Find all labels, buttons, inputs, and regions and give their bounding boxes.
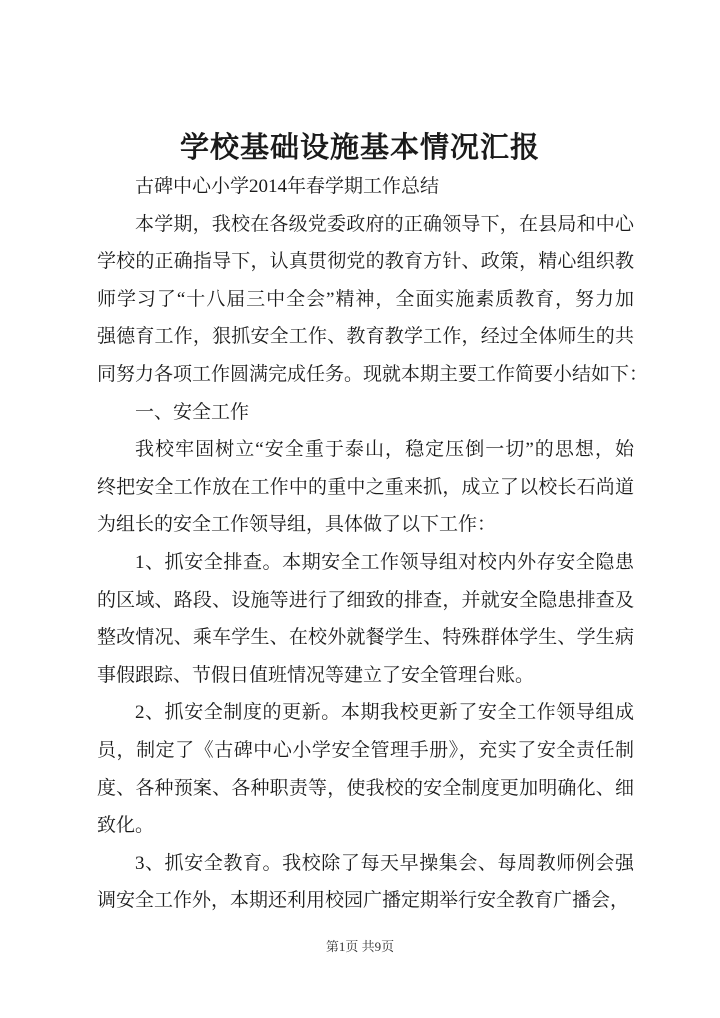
text-line: 师学习了“十八届三中全会”精神，全面实施素质教育，努力加 (97, 288, 634, 310)
text-line: 我校牢固树立“安全重于泰山，稳定压倒一切”的思想，始 (135, 439, 634, 461)
paragraph (97, 206, 649, 394)
text-line: 2、抓安全制度的更新。本期我校更新了安全工作领导组成 (135, 702, 634, 724)
page-footer: 第1页 共9页 (325, 939, 395, 954)
paragraph (97, 394, 634, 432)
text-line: 为组长的安全工作领导组，具体做了以下工作： (97, 514, 497, 536)
document-title: 学校基础设施基本情况汇报 (179, 132, 540, 164)
paragraph (97, 694, 634, 844)
text-line: 员，制定了《古碑中心小学安全管理手册》，充实了安全责任制 (97, 739, 634, 761)
text-line: 整改情况、乘车学生、在校外就餐学生、特殊群体学生、学生病 (97, 627, 634, 649)
text-line: 度、各种预案、各种职责等，使我校的安全制度更加明确化、细 (97, 777, 634, 799)
text-line: 3、抓安全教育。我校除了每天早操集会、每周教师例会强 (135, 852, 634, 874)
text-line: 一、安全工作 (135, 401, 250, 423)
text-line: 同努力各项工作圆满完成任务。现就本期主要工作简要小结如下： (97, 363, 649, 385)
text-line: 强德育工作，狠抓安全工作、教育教学工作，经过全体师生的共 (97, 326, 634, 348)
paragraph (97, 845, 634, 920)
text-line: 调安全工作外，本期还利用校园广播定期举行安全教育广播会， (97, 890, 630, 912)
text-line: 本学期，我校在各级党委政府的正确领导下，在县局和中心 (135, 213, 634, 235)
text-line: 致化。 (97, 815, 155, 837)
text-line: 古碑中心小学2014年春学期工作总结 (135, 176, 440, 197)
text-line: 的区域、路段、设施等进行了细致的排查，并就安全隐患排查及 (97, 589, 634, 611)
text-line: 事假跟踪、节假日值班情况等建立了安全管理台账。 (97, 664, 535, 686)
paragraph (97, 431, 634, 544)
paragraph (97, 168, 634, 206)
text-line: 学校的正确指导下，认真贯彻党的教育方针、政策，精心组织教 (97, 251, 634, 273)
text-line: 1、抓安全排查。本期安全工作领导组对校内外存安全隐患 (135, 551, 634, 573)
document-body (97, 168, 649, 920)
paragraph (97, 544, 634, 694)
text-line: 终把安全工作放在工作中的重中之重来抓，成立了以校长石尚道 (97, 476, 634, 498)
